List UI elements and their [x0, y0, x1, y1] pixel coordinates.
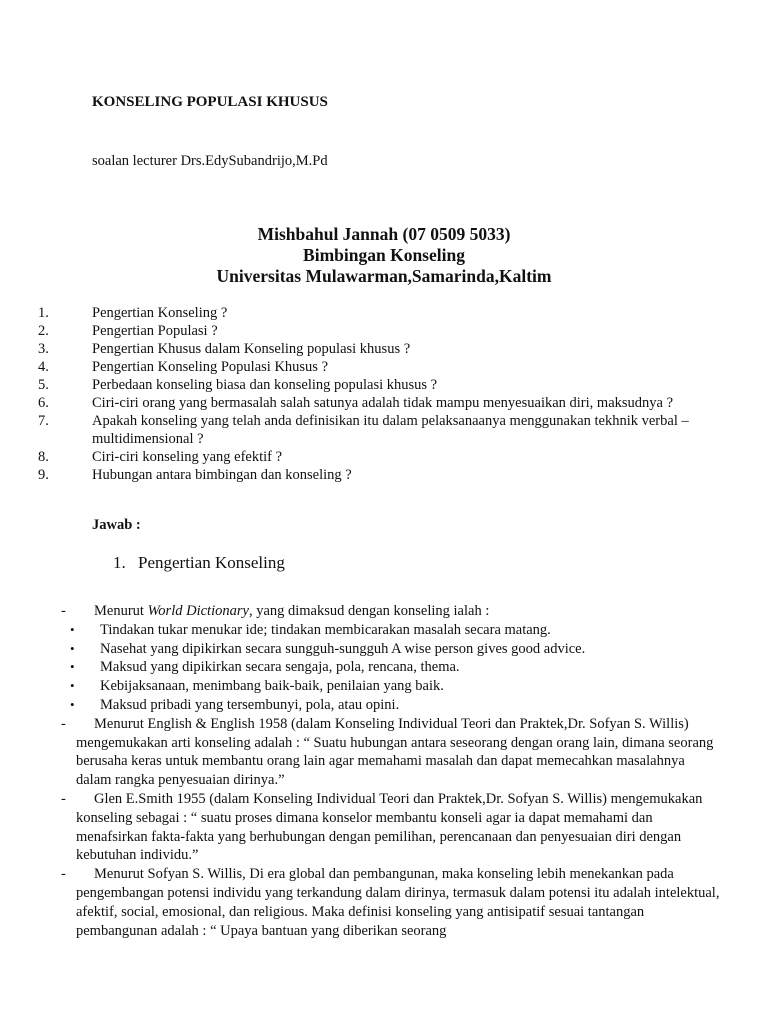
bullet-marker: • — [70, 678, 75, 694]
bullet-item — [70, 640, 721, 659]
answer-text: Menurut Sofyan S. Willis, Di era global dan pembangunan, maka konseling lebih menekankan pada pengembangan potensi individu yang terkandung dalam dirinya, termasuk dalam potensi itu adalah intelektual, afektif, social, emosional, dan religious. Maka definisi konseling yang antisipatif sesuai tantangan pembangunan adalah : “ Upaya bantuan yang diberikan seorang — [76, 866, 720, 939]
question-text: Ciri-ciri orang yang bermasalah salah satunya adalah tidak mampu menyesuaikan diri, maksudnya ? — [92, 395, 674, 411]
university-name: Universitas Mulawarman,Samarinda,Kaltim — [216, 266, 552, 286]
bullet-marker: • — [70, 659, 75, 675]
question-number: 8. — [38, 449, 49, 465]
bullet-marker: • — [70, 696, 75, 712]
document-title: KONSELING POPULASI KHUSUS — [92, 94, 328, 110]
answer-list — [61, 602, 721, 940]
answer-text: Menurut English & English 1958 (dalam Konseling Individual Teori dan Praktek,Dr. Sofyan S. Willis) mengemukakan arti konseling adalah : “ Suatu hubungan antara seseorang dengan orang lain, dimana seorang berusaha keras untuk membantu orang lain agar memahami masalah dan dapat memecahkan masalahnya dalam rangka penyesuaian dirinya.” — [76, 715, 714, 789]
question-text: Ciri-ciri konseling yang efektif ? — [92, 449, 283, 465]
dash-marker: - — [61, 603, 66, 619]
bullet-item — [70, 677, 721, 696]
dash-marker: - — [61, 715, 66, 732]
question-number: 1. — [38, 305, 49, 321]
bullet-item — [70, 696, 721, 715]
question-item — [38, 394, 728, 412]
question-text: Perbedaan konseling biasa dan konseling populasi khusus ? — [92, 377, 438, 393]
question-number: 9. — [38, 467, 49, 483]
section-heading — [113, 553, 285, 573]
question-item — [38, 412, 728, 448]
question-number: 6. — [38, 395, 49, 411]
question-item — [38, 376, 728, 394]
dash-marker: - — [61, 866, 66, 883]
question-number: 7. — [38, 413, 49, 429]
bullet-text: Nasehat yang dipikirkan secara sungguh-sungguh A wise person gives good advice. — [100, 640, 586, 657]
question-item — [38, 322, 728, 340]
question-number: 4. — [38, 359, 49, 375]
question-number: 5. — [38, 377, 49, 393]
section-title: Pengertian Konseling — [138, 553, 285, 572]
answer-paragraph — [61, 715, 721, 790]
text-fragment: Menurut — [94, 603, 148, 619]
question-list — [38, 304, 728, 484]
bullet-text: Tindakan tukar menukar ide; tindakan membicarakan masalah secara matang. — [100, 621, 551, 638]
dash-marker: - — [61, 790, 66, 807]
text-fragment: , yang dimaksud dengan konseling ialah : — [248, 603, 490, 619]
answer-paragraph — [61, 865, 721, 940]
bullet-text: Maksud yang dipikirkan secara sengaja, pola, rencana, thema. — [100, 659, 460, 676]
answer-paragraph — [61, 790, 721, 865]
bullet-marker: • — [70, 621, 75, 637]
question-number: 2. — [38, 323, 49, 339]
question-item — [38, 448, 728, 466]
section-number: 1. — [113, 553, 126, 572]
question-text: Pengertian Konseling Populasi Khusus ? — [92, 359, 329, 375]
bullet-item — [70, 658, 721, 677]
source-name: World Dictionary — [147, 603, 249, 619]
answer-paragraph — [61, 602, 721, 621]
bullet-item — [70, 621, 721, 640]
answer-text — [76, 602, 721, 621]
question-item — [38, 466, 728, 484]
bullet-text: Maksud pribadi yang tersembunyi, pola, atau opini. — [100, 696, 400, 713]
question-number: 3. — [38, 341, 49, 357]
question-item — [38, 358, 728, 376]
question-text: Apakah konseling yang telah anda definisikan itu dalam pelaksanaanya menggunakan tekhnik verbal – multidimensional ? — [92, 413, 689, 447]
question-text: Hubungan antara bimbingan dan konseling ? — [92, 467, 352, 483]
question-item — [38, 340, 728, 358]
bullet-marker: • — [70, 640, 75, 656]
question-text: Pengertian Konseling ? — [92, 305, 228, 321]
question-text: Pengertian Populasi ? — [92, 323, 218, 339]
author-name: Mishbahul Jannah (07 0509 5033) — [257, 224, 511, 244]
answer-text: Glen E.Smith 1955 (dalam Konseling Individual Teori dan Praktek,Dr. Sofyan S. Willis) mengemukakan konseling sebagai : “ suatu proses dimana konselor membantu konseli agar ia dapat memahami dan menafsirkan fakta-fakta yang berhubungan dengan pemilihan, perencanaan dan penyesuaian diri dengan kebutuhan individu.” — [76, 790, 703, 864]
program-name: Bimbingan Konseling — [303, 245, 465, 265]
lecturer-line: soalan lecturer Drs.EdySubandrijo,M.Pd — [92, 153, 328, 169]
bullet-text: Kebijaksanaan, menimbang baik-baik, penilaian yang baik. — [100, 678, 444, 695]
author-block — [0, 224, 768, 287]
question-text: Pengertian Khusus dalam Konseling populasi khusus ? — [92, 341, 411, 357]
question-item — [38, 304, 728, 322]
answer-label: Jawab : — [92, 517, 141, 533]
